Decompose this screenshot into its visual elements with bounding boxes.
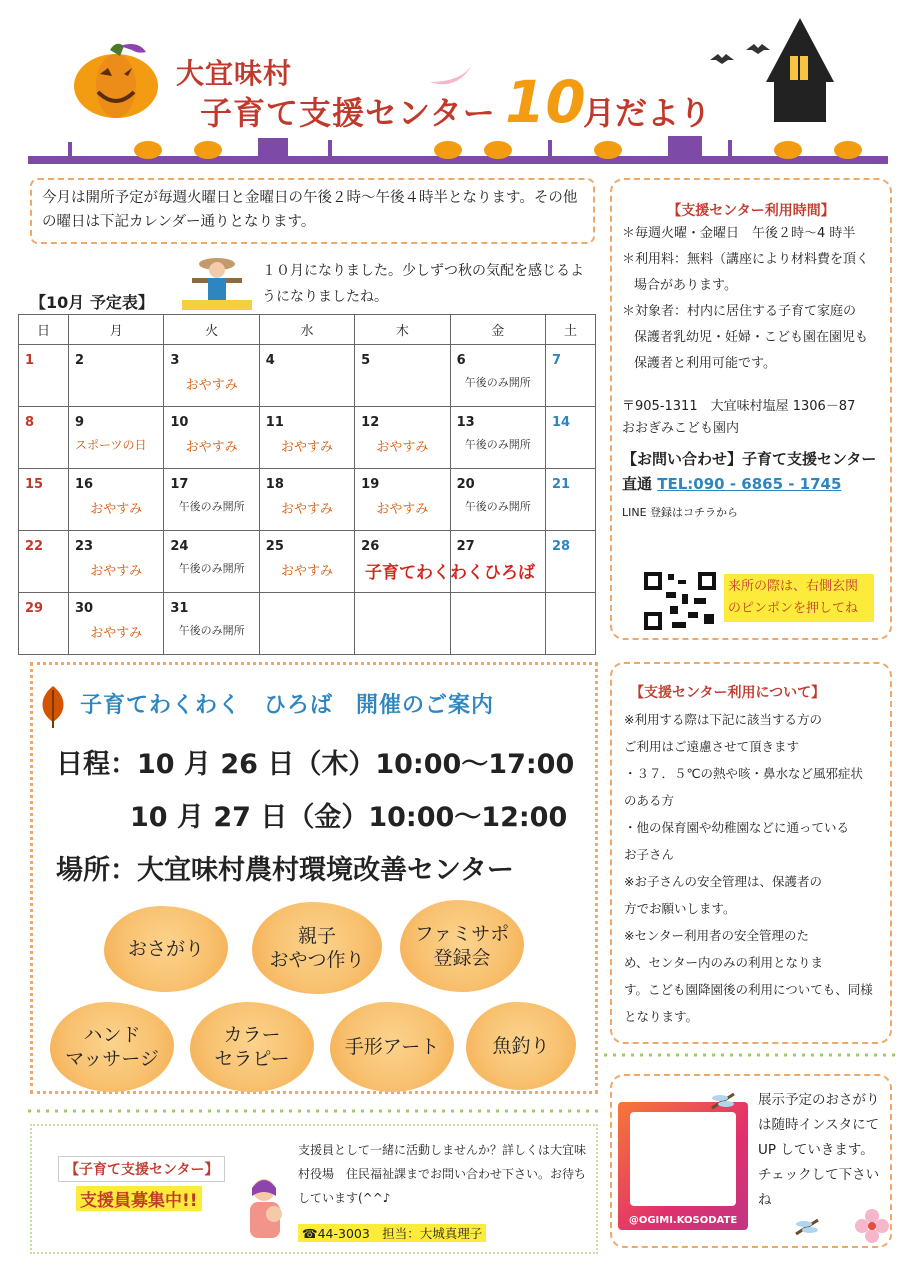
activity-label: 手形アート <box>344 1036 440 1058</box>
day-number: 1 <box>25 353 35 368</box>
hours-info-box <box>610 178 892 640</box>
day-number: 8 <box>25 415 35 430</box>
recruit-title: 【子育て支援センター】 <box>58 1156 225 1182</box>
title-tail: 月だより <box>583 94 712 132</box>
calendar-day-cell <box>259 469 354 531</box>
haunted-house-icon <box>760 16 840 126</box>
dotted-divider <box>28 1106 600 1116</box>
mother-child-icon <box>240 1176 292 1240</box>
usage-line: す。こども園降園後の利用についても、同様となります。 <box>624 982 873 1024</box>
day-number: 24 <box>170 539 189 554</box>
day-number: 13 <box>456 415 475 430</box>
instagram-qr-card[interactable] <box>618 1102 748 1230</box>
day-number: 9 <box>75 415 85 430</box>
schedule-day1: 日程：10 月 26 日（木）10:00～17:00 <box>56 749 575 780</box>
day-event: おやすみ <box>90 564 143 579</box>
usage-line: ・３７．５℃の熱や咳・鼻水など風邪症状 <box>624 766 864 781</box>
activity-famisapo <box>400 900 524 992</box>
title-month: 10 <box>505 68 586 136</box>
weekday-header: 月 <box>69 315 164 345</box>
day-number: 18 <box>265 477 284 492</box>
hours-heading: 【支援センター利用時間】 <box>667 203 835 219</box>
calendar-day-cell <box>19 407 69 469</box>
calendar-day-cell <box>546 469 596 531</box>
day-event: 午後のみ開所 <box>178 624 245 637</box>
calendar-day-cell <box>355 407 450 469</box>
day-number: 16 <box>75 477 94 492</box>
day-number: 11 <box>265 415 284 430</box>
title-center: 子育て支援センター <box>200 94 496 132</box>
weekday-header: 日 <box>19 315 69 345</box>
usage-box <box>610 662 892 1044</box>
calendar-day-cell <box>69 531 164 593</box>
halloween-border-decoration <box>28 128 888 164</box>
flower-icon <box>852 1206 892 1246</box>
day-number: 23 <box>75 539 94 554</box>
activity-handprint-art <box>330 1002 454 1092</box>
calendar-day-cell <box>546 593 596 655</box>
day-number: 17 <box>170 477 189 492</box>
calendar-day-cell <box>259 593 354 655</box>
day-number: 20 <box>456 477 475 492</box>
day-number: 2 <box>75 353 85 368</box>
usage-line: ・他の保育園や幼稚園などに通っている <box>624 820 850 835</box>
day-number: 26 <box>361 539 380 554</box>
calendar-day-cell <box>450 593 545 655</box>
day-event: 午後のみ開所 <box>464 500 531 513</box>
event-place: 場所：大宜味村農村環境改善センター <box>56 855 514 886</box>
info-line: ＊対象者：村内に居住する子育て家庭の <box>622 304 857 319</box>
calendar-day-cell <box>355 469 450 531</box>
weekday-header: 金 <box>450 315 545 345</box>
recruit-text: 支援員として一緒に活動しませんか？詳しくは大宜味村役場 住民福祉課までお問い合わせ下さい。お待ちしています(^^♪ <box>298 1143 587 1205</box>
calendar-day-cell <box>19 593 69 655</box>
dotted-divider <box>604 1050 896 1060</box>
address-line-2: おおぎみこども園内 <box>622 421 740 436</box>
activity-fishing <box>466 1002 576 1090</box>
calendar-day-cell <box>355 593 450 655</box>
day-event: おやすみ <box>376 502 429 517</box>
instagram-text: 展示予定のおさがりは随時インスタにて UP していきます。チェックして下さいね <box>758 1092 880 1208</box>
day-number: 4 <box>265 353 275 368</box>
calendar-day-cell <box>19 469 69 531</box>
day-event: 午後のみ開所 <box>464 376 531 389</box>
address <box>622 396 880 440</box>
usage-line: ※お子さんの安全管理は、保護者の <box>624 874 822 889</box>
inquiry-label: 【お問い合わせ】子育て支援センター <box>622 450 877 468</box>
calendar-day-cell <box>164 593 259 655</box>
recruit-subtitle: 支援員募集中!! <box>76 1186 202 1211</box>
day-event: おやすみ <box>280 502 333 517</box>
day-event: おやすみ <box>90 502 143 517</box>
intro-text: １０月になりました。少しずつ秋の気配を感じるようになりましたね。 <box>262 263 584 305</box>
direct-label: 直通 <box>622 475 653 493</box>
calendar-day-cell <box>69 593 164 655</box>
day-number: 14 <box>552 415 571 430</box>
title-village: 大宜味村 <box>176 57 293 90</box>
calendar-day-cell <box>546 531 596 593</box>
instagram-handle: @OGIMI.KOSODATE <box>628 1215 738 1226</box>
calendar-week-row <box>19 345 596 407</box>
info-line: ＊毎週火曜・金曜日 午後２時～4 時半 <box>622 226 856 241</box>
dragonfly-icon <box>708 1090 738 1112</box>
day-number: 6 <box>456 353 466 368</box>
day-number: 29 <box>25 601 44 616</box>
calendar-day-cell <box>19 345 69 407</box>
activity-color-therapy <box>190 1002 314 1092</box>
calendar-week-row <box>19 407 596 469</box>
day-event: 午後のみ開所 <box>464 438 531 451</box>
activity-label: カラー セラピー <box>214 1024 290 1070</box>
day-event: おやすみ <box>185 378 238 393</box>
info-line: 場合があります。 <box>634 278 737 293</box>
calendar-day-cell <box>355 345 450 407</box>
usage-heading: 【支援センター利用について】 <box>630 685 826 701</box>
line-qr-code-icon[interactable] <box>642 570 718 632</box>
day-number: 21 <box>552 477 571 492</box>
activity-osagari <box>104 906 228 992</box>
usage-line: め、センター内のみの利用となりま <box>624 955 824 970</box>
autumn-leaf-icon <box>36 684 70 728</box>
scarecrow-icon <box>182 250 252 310</box>
special-event-label: 子育てわくわくひろば <box>365 563 535 583</box>
usage-line: 方でお願いします。 <box>624 901 736 916</box>
calendar-day-cell <box>259 407 354 469</box>
calendar-day-cell <box>19 531 69 593</box>
calendar-day-cell <box>164 531 259 593</box>
line-register-label: LINE 登録はコチラから <box>622 506 739 519</box>
event-heading: 子育てわくわく ひろば 開催のご案内 <box>80 693 495 718</box>
day-number: 27 <box>456 539 475 554</box>
day-number: 5 <box>361 353 371 368</box>
activity-label: おさがり <box>127 938 204 960</box>
calendar-day-cell <box>164 407 259 469</box>
day-number: 7 <box>552 353 562 368</box>
usage-line: ※利用する際は下記に該当する方の <box>624 712 822 727</box>
calendar-day-cell <box>164 345 259 407</box>
calendar-day-cell <box>69 407 164 469</box>
recruit-tel: ☎44-3003 担当：大城真理子 <box>298 1224 486 1242</box>
calendar-day-cell <box>546 345 596 407</box>
activity-label: 魚釣り <box>492 1035 550 1057</box>
moon-icon <box>420 52 480 92</box>
calendar-day-cell <box>69 345 164 407</box>
calendar-day-cell <box>546 407 596 469</box>
weekday-header: 水 <box>259 315 354 345</box>
visit-note: 来所の際は、右側玄関のピンポンを押してね <box>724 574 874 622</box>
day-event: おやすみ <box>280 440 333 455</box>
day-event: おやすみ <box>376 440 429 455</box>
day-number: 25 <box>265 539 284 554</box>
info-line: ＊利用料：無料（講座により材料費を頂く <box>622 252 870 267</box>
day-event: 午後のみ開所 <box>178 562 245 575</box>
day-number: 3 <box>170 353 180 368</box>
calendar-day-cell <box>69 469 164 531</box>
usage-line: ※センター利用者の安全管理のた <box>624 928 809 943</box>
schedule-day2: 10 月 27 日（金）10:00～12:00 <box>130 802 568 833</box>
dragonfly-icon <box>792 1216 822 1238</box>
day-number: 28 <box>552 539 571 554</box>
info-line: 保護者と利用可能です。 <box>634 356 776 371</box>
day-event: おやすみ <box>90 626 143 641</box>
day-event: おやすみ <box>185 440 238 455</box>
day-number: 30 <box>75 601 94 616</box>
activity-snack <box>252 902 382 994</box>
usage-line: のある方 <box>624 793 675 808</box>
day-event: おやすみ <box>280 564 333 579</box>
calendar-day-cell <box>259 345 354 407</box>
activity-label: ハンド マッサージ <box>65 1024 159 1070</box>
calendar-week-row <box>19 593 596 655</box>
day-event: 午後のみ開所 <box>178 500 245 513</box>
activity-hand-massage <box>50 1002 174 1092</box>
day-number: 31 <box>170 601 189 616</box>
activity-label: 親子 おやつ作り <box>269 925 365 971</box>
day-number: 19 <box>361 477 380 492</box>
jack-o-lantern-icon <box>70 40 162 120</box>
day-number: 12 <box>361 415 380 430</box>
address-line: 〒905-1311 大宜味村塩屋 1306－87 <box>622 399 856 414</box>
calendar-day-cell <box>450 469 545 531</box>
day-event: スポーツの日 <box>75 438 147 452</box>
instagram-qr-code-icon <box>630 1112 736 1206</box>
activity-label: ファミサポ 登録会 <box>414 923 510 969</box>
calendar-day-cell <box>450 407 545 469</box>
weekday-header: 火 <box>164 315 259 345</box>
tel-link[interactable]: TEL:090 - 6865 - 1745 <box>657 475 842 493</box>
calendar-week-row <box>19 469 596 531</box>
calendar-title: 【10月 予定表】 <box>30 293 154 312</box>
day-number: 15 <box>25 477 44 492</box>
opening-notice: 今月は開所予定が毎週火曜日と金曜日の午後２時～午後４時半となります。その他の曜日は下記カレンダー通りとなります。 <box>30 178 595 244</box>
day-number: 22 <box>25 539 44 554</box>
direct-line <box>622 473 880 494</box>
usage-line: お子さん <box>624 847 675 862</box>
day-number: 10 <box>170 415 189 430</box>
calendar-table <box>18 314 596 655</box>
info-line: 保護者乳幼児・妊婦・こども園在園児も <box>634 330 869 345</box>
calendar-day-cell <box>259 531 354 593</box>
calendar-day-cell <box>450 345 545 407</box>
weekday-header: 木 <box>355 315 450 345</box>
weekday-header: 土 <box>546 315 596 345</box>
usage-line: ご利用はご遠慮させて頂きます <box>624 739 800 754</box>
calendar-day-cell <box>164 469 259 531</box>
